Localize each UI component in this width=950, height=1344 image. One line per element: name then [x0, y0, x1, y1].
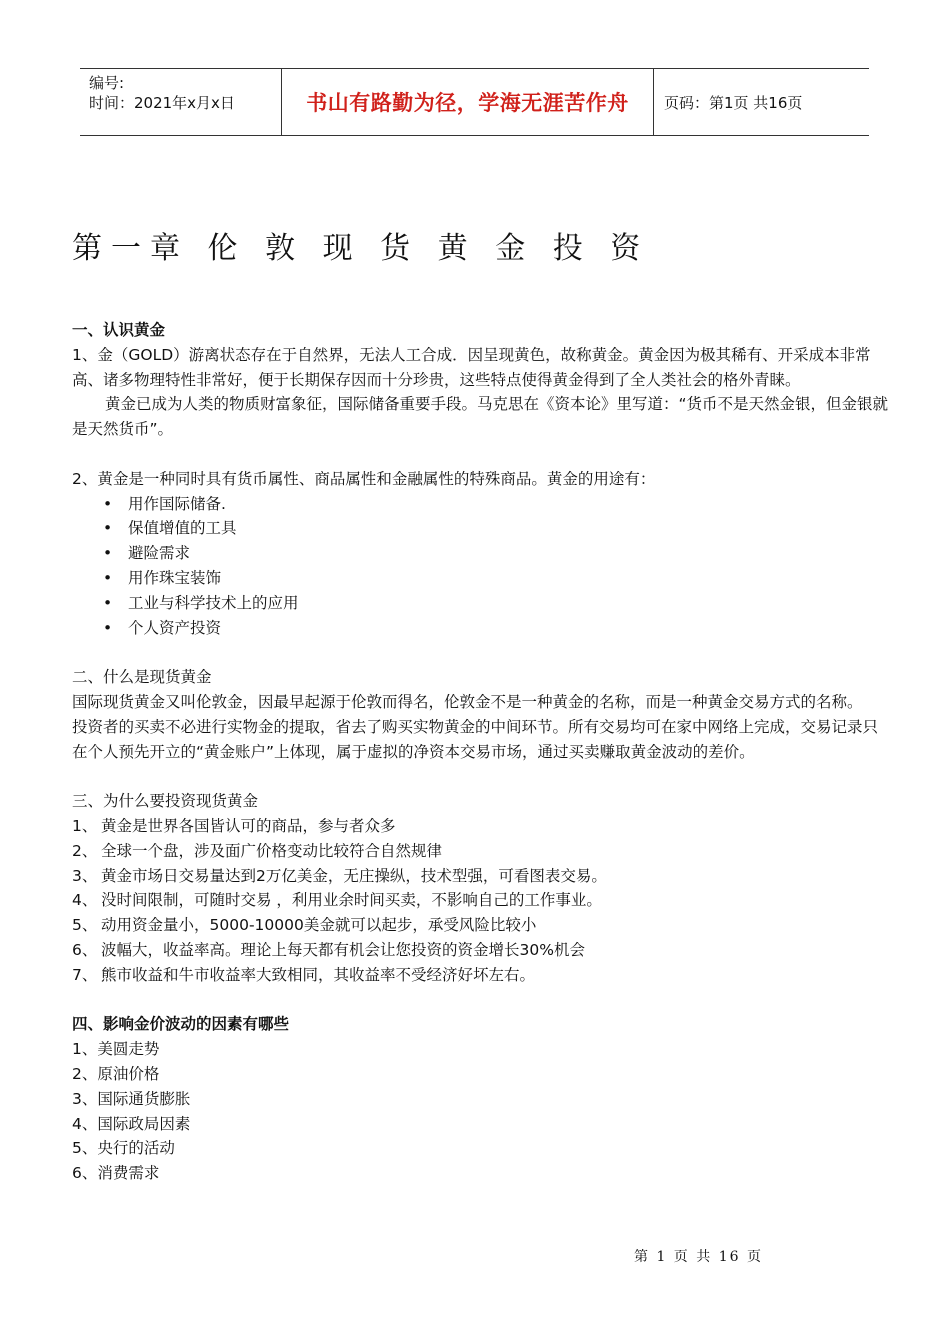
list-item: • 用作国际储备. — [72, 492, 890, 517]
document-header — [80, 68, 869, 136]
list-item: • 保值增值的工具 — [72, 516, 890, 541]
section1-title: 一、认识黄金 — [72, 321, 166, 339]
list-item: 5、央行的活动 — [72, 1139, 175, 1158]
list-item: 2、原油价格 — [72, 1064, 160, 1083]
bullet-icon: • — [103, 618, 113, 637]
list-item: 4、 没时间限制，可随时交易 ，利用业余时间买卖，不影响自己的工作事业。 — [72, 891, 602, 910]
list-item: 6、消费需求 — [72, 1164, 160, 1183]
factors-list — [72, 1037, 890, 1186]
list-item: • 用作珠宝装饰 — [72, 566, 890, 591]
list-item: 5、 动用资金量小，5000-10000美金就可以起步，承受风险比较小 — [72, 916, 537, 935]
bullet-icon: • — [103, 593, 113, 612]
bullet-icon: • — [103, 494, 113, 513]
section2-paragraph-1: 国际现货黄金又叫伦敦金，因最早起源于伦敦而得名，伦敦金不是一种黄金的名称，而是一种黄金交易方式的名称。 — [72, 692, 863, 711]
header-time-label: 时间：2021年x月x日 — [89, 94, 235, 112]
section2-title: 二、什么是现货黄金 — [72, 668, 212, 687]
list-item: 2、 全球一个盘，涉及面广价格变动比较符合自然规律 — [72, 841, 443, 860]
bullet-icon: • — [103, 519, 113, 538]
list-item: 3、国际通货膨胀 — [72, 1089, 191, 1108]
section1-paragraph-2: 黄金已成为人类的物质财富象征，国际储备重要手段。马克思在《资本论》里写道：“货币不是天然金银，但金银就是天然货币”。 — [72, 395, 889, 439]
header-code-label: 编号: — [89, 74, 125, 92]
document-body — [72, 318, 890, 1186]
list-item: 4、国际政局因素 — [72, 1114, 191, 1133]
section1-paragraph-1: 1、金（GOLD）游离状态存在于自然界，无法人工合成．因呈现黄色，故称黄金。黄金因为极其稀有、开采成本非常高、诸多物理特性非常好，便于长期保存因而十分珍贵，这些特点使得黄金得到了全人类社会的格外青睐。 — [72, 345, 871, 389]
chapter-title: 第一章 伦 敦 现 货 黄 金 投 资 — [72, 231, 650, 266]
header-motto: 书山有路勤为径，学海无涯苦作舟 — [281, 69, 654, 135]
section2-paragraph-2: 投资者的买卖不必进行实物金的提取，省去了购买实物黄金的中间环节。所有交易均可在家中网络上完成，交易记录只在个人预先开立的“黄金账户”上体现，属于虚拟的净资本交易市场，通过买卖赚取黄金波动的差价。 — [72, 717, 879, 761]
list-item: 3、 黄金市场日交易量达到2万亿美金，无庄操纵，技术型强，可看图表交易。 — [72, 866, 607, 885]
header-page-label: 页码：第1页 共16页 — [664, 93, 803, 112]
section3-title: 三、为什么要投资现货黄金 — [72, 792, 259, 811]
list-item: • 个人资产投资 — [72, 616, 890, 641]
section1-paragraph-3: 2、黄金是一种同时具有货币属性、商品属性和金融属性的特殊商品。黄金的用途有： — [72, 469, 656, 488]
list-item: 1、 黄金是世界各国皆认可的商品，参与者众多 — [72, 816, 396, 835]
gold-uses-list — [72, 492, 890, 641]
list-item: • 工业与科学技术上的应用 — [72, 591, 890, 616]
list-item: • 避险需求 — [72, 541, 890, 566]
page-footer: 第 1 页 共 16 页 — [634, 1249, 763, 1265]
bullet-icon: • — [103, 544, 113, 563]
list-item: 1、美圆走势 — [72, 1040, 160, 1059]
bullet-icon: • — [103, 568, 113, 587]
list-item: 7、 熊市收益和牛市收益率大致相同，其收益率不受经济好坏左右。 — [72, 965, 536, 984]
reasons-list — [72, 814, 890, 988]
list-item: 6、 波幅大，收益率高。理论上每天都有机会让您投资的资金增长30%机会 — [72, 940, 585, 959]
header-meta — [80, 69, 281, 135]
section4-title: 四、影响金价波动的因素有哪些 — [72, 1015, 290, 1034]
